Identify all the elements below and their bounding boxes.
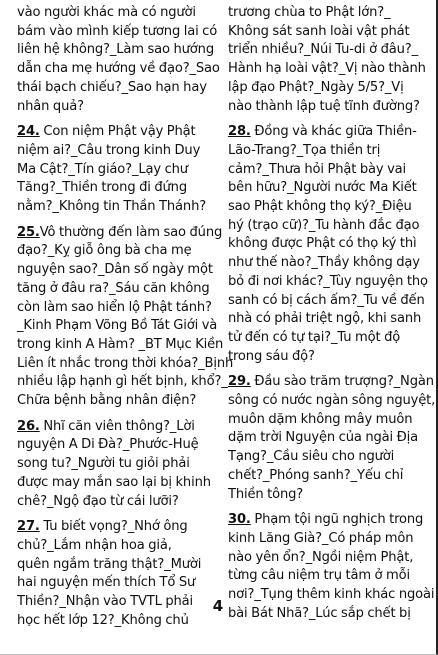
text-line: nhân quả? [17, 98, 84, 114]
text-line: Tạng?_Cầu siêu cho người [228, 449, 395, 465]
text-line: sanh có bị cách ấm?_Tu về đến [228, 292, 425, 308]
text-line: sao Phật không thọ ký?_Điệu [228, 199, 412, 215]
item-number: 28. [228, 124, 251, 140]
text-line: nhà có phải triệt ngộ, khi sanh [228, 311, 422, 327]
text-line: _Kinh Phạm Võng Bồ Tát Giới và [17, 318, 218, 334]
text-segment: Nhĩ căn viên thông?_Lời [39, 418, 195, 434]
text-segment: Con niệm Phật vậy Phật [39, 124, 196, 140]
text-line: dẫn cha mẹ hướng về đạo?_Sao [17, 61, 220, 77]
text-line: như thế nào?_Thầy không dạy [228, 255, 420, 271]
text-segment: Vô thường đến làm sao đúng [39, 224, 223, 240]
text-line: còn làm sao hiển lộ Phật tánh? [17, 299, 212, 315]
text-line [228, 123, 428, 142]
text-segment: Phạm tội ngũ nghịch trong [250, 512, 424, 528]
continuation-paragraph [17, 4, 220, 116]
text-line: kinh Lăng Già?_Có pháp môn [228, 530, 414, 546]
text-segment: Đầu sào trăm trượng?_Ngàn [250, 374, 434, 390]
text-line: bên hữu?_Người nước Ma Kiết [228, 180, 417, 196]
text-line [228, 511, 428, 530]
page-number: 4 [212, 597, 224, 615]
text-line: cảm?_Thưa hỏi Phật bày vai [228, 161, 407, 177]
text-line: vào người khác mà có người [17, 5, 196, 20]
question-group-25 [17, 224, 234, 411]
text-line: chết?_Phóng sanh?_Yếu chỉ [228, 467, 404, 483]
item-number: 29. [228, 374, 251, 390]
text-line: Lão-Trang?_Tọa thiền trị [228, 142, 381, 158]
text-segment: Đồng và khác giữa Thiền- [250, 124, 417, 140]
text-line: muôn dặm không mây muôn [228, 411, 413, 427]
item-number: 25. [17, 224, 40, 240]
text-line: nhiều lập hạnh gì hết bịnh, khổ?_ [17, 374, 228, 390]
text-line [17, 224, 223, 243]
text-line: trong kinh A Hàm? _BT Mục Kiền [17, 336, 224, 352]
text-line [17, 123, 217, 142]
text-line: đạo?_Kỵ giỗ ông bà cha mẹ [17, 243, 192, 259]
text-line: Thiền tông? [228, 486, 304, 502]
text-line: thái bạch chiếu?_Sao hạn hay [17, 79, 207, 95]
text-line: nơi?_Tụng thêm kinh khác ngoài [228, 587, 435, 603]
text-line [17, 518, 217, 537]
text-line: không được Phật có thọ ký thì [228, 236, 417, 252]
text-line: từng câu niệm trụ tâm ở mỗi [228, 568, 410, 584]
text-line: nguyện A Di Đà?_Phước-Huệ [17, 437, 199, 453]
text-line: tử đến có tự tại?_Tu một độ [228, 329, 401, 345]
right-column [228, 4, 436, 631]
question-group-28 [228, 123, 428, 366]
text-line [228, 373, 434, 392]
text-line: song tu?_Người tu giỏi phải [17, 456, 190, 472]
text-line: Liên ít nhắc trong thời khóa?_Bịnh [17, 355, 234, 371]
text-line: được may mắn sao lại bị khinh [17, 474, 211, 490]
continuation-paragraph [228, 4, 428, 116]
text-line: chủ?_Lắm nhận hoa giả, [17, 537, 172, 553]
text-line: trong sáu độ? [228, 348, 315, 364]
text-segment: Tu biết vọng?_Nhớ ông [39, 519, 188, 535]
text-line [17, 418, 217, 437]
text-line: nào yên ổn?_Ngồi niệm Phật, [228, 549, 414, 565]
text-line: sông có nước ngàn sông nguyệt, [228, 393, 436, 409]
text-line: bám vào mình kiếp tương lai có [17, 23, 218, 39]
text-line: trương chùa to Phật lớn?_ [228, 5, 391, 20]
question-group-26 [17, 418, 217, 512]
text-line: quên ngắm trăng thật?_Mười [17, 556, 202, 572]
text-line: Tăng?_Thiền trong đi đứng [17, 180, 187, 196]
item-number: 24. [17, 124, 40, 140]
text-line: bỏ đi nơi khác?_Tùy nguyện thọ [228, 273, 428, 289]
text-line: Không sát sanh loài vật phát [228, 23, 410, 39]
item-number: 27. [17, 519, 40, 535]
item-number: 26. [17, 418, 40, 434]
text-line: lập đạo Phật?_Ngày 5/5?_Vị [228, 79, 404, 95]
text-line: Ma Cật?_Tín giáo?_Lạy chư [17, 161, 188, 177]
item-number: 30. [228, 512, 251, 528]
text-line: nào thành lập tuệ tĩnh đường? [228, 98, 420, 114]
text-line: Chữa bệnh bằng nhân điện? [17, 393, 197, 409]
text-line: niệm ai?_Câu trong kinh Duy [17, 142, 201, 158]
text-line: hai nguyện mến thích Tổ Sư [17, 575, 196, 591]
text-line: Thiền?_Nhận vào TVTL phải [17, 594, 194, 610]
question-group-29 [228, 373, 436, 504]
text-line: bài Bát Nhã?_Lúc sắp chết bị [228, 605, 411, 621]
text-line: triển nhiều?_Núi Tu-di ở đâu?_ [228, 42, 418, 58]
text-line: liên hệ không?_Làm sao hướng [17, 42, 214, 58]
text-line: hý (trạo cữ)?_Tu hành đắc đạo [228, 217, 420, 233]
question-group-24 [17, 123, 217, 217]
text-line: chê?_Ngộ đạo từ cái lưỡi? [17, 493, 179, 509]
text-line: học hết lớp 12?_Không chủ [17, 612, 189, 628]
text-line: dặm trời Nguyện của ngài Địa [228, 430, 418, 446]
left-column [17, 4, 234, 638]
text-line: nguyện sao?_Dân số ngày một [17, 262, 213, 278]
text-line: Hành hạ loài vật?_Vị nào thành [228, 61, 426, 77]
text-line: tăng ở đâu ra?_Sáu căn không [17, 280, 210, 296]
text-line: nằm?_Không tin Thần Thánh? [17, 199, 207, 215]
